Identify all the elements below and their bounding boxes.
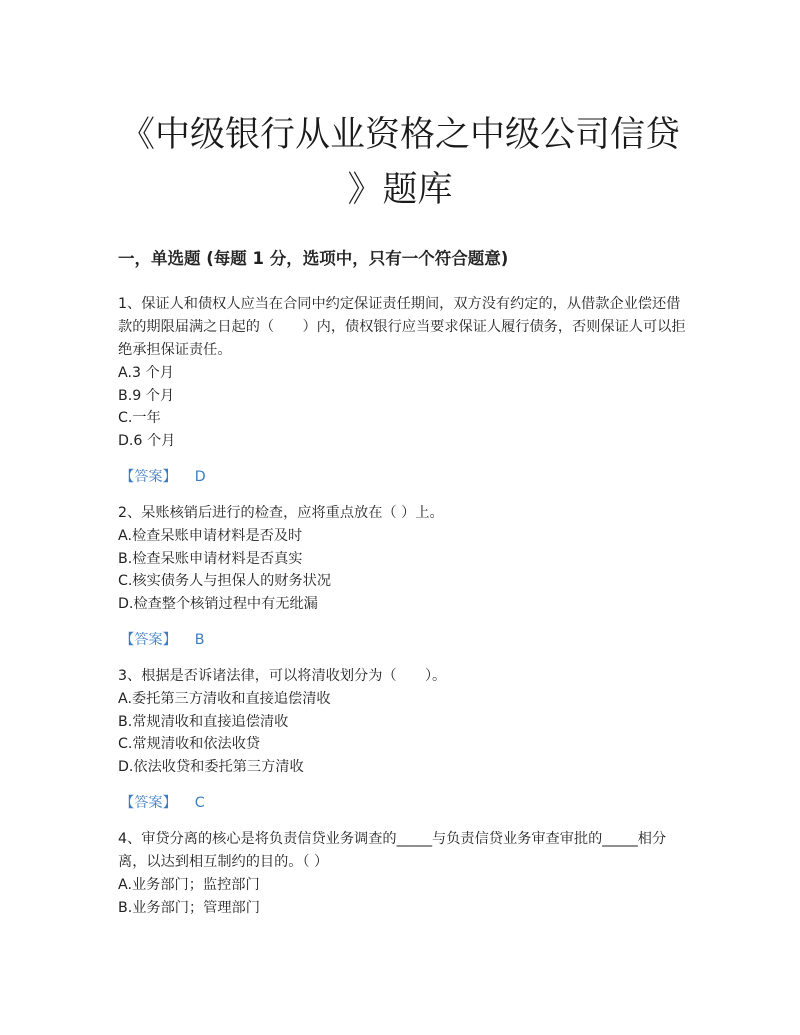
option-a: A.委托第三方清收和直接追偿清收: [118, 691, 331, 707]
question-text: 3、根据是否诉诸法律，可以将清收划分为（ ）。: [118, 668, 447, 684]
document-title: [100, 108, 700, 218]
title-line-2: 》题库: [347, 170, 453, 210]
question-item: [118, 665, 688, 814]
option-a: A.业务部门；监控部门: [118, 877, 260, 893]
option-a: A.3 个月: [118, 365, 174, 381]
answer-value: C: [194, 795, 205, 811]
option-a: A.检查呆账申请材料是否及时: [118, 528, 303, 544]
answer-value: B: [194, 632, 205, 648]
question-text: 1、保证人和债权人应当在合同中约定保证责任期间，双方没有约定的，从借款企业偿还借款的期限届满之日起的（ ）内，债权银行应当要求保证人履行债务，否则保证人可以拒绝承担保证责任。: [118, 296, 686, 358]
answer-line: [118, 466, 688, 488]
option-d: D.检查整个核销过程中有无纰漏: [118, 595, 318, 612]
answer-line: [118, 792, 688, 814]
question-text: 4、审贷分离的核心是将负责信贷业务调查的_____与负责信贷业务审查审批的_____相分离，以达到相互制约的目的。（ ）: [118, 831, 667, 870]
option-c: C.一年: [118, 410, 161, 426]
question-item: [118, 502, 688, 651]
answer-line: [118, 629, 688, 651]
title-line-1: 《中级银行从业资格之中级公司信贷: [119, 115, 680, 155]
option-d: D.6 个月: [118, 432, 176, 449]
answer-value: D: [194, 469, 206, 485]
question-item: [118, 293, 688, 488]
option-d: D.依法收贷和委托第三方清收: [118, 758, 304, 775]
option-b: B.常规清收和直接追偿清收: [118, 713, 289, 730]
answer-label: 【答案】: [120, 469, 177, 485]
answer-label: 【答案】: [120, 632, 177, 648]
option-c: C.常规清收和依法收贷: [118, 736, 261, 752]
answer-label: 【答案】: [120, 795, 177, 811]
option-b: B.9 个月: [118, 387, 175, 404]
question-text: 2、呆账核销后进行的检查，应将重点放在（ ）上。: [118, 505, 444, 521]
option-b: B.业务部门；管理部门: [118, 899, 260, 916]
question-item: [118, 828, 688, 919]
option-b: B.检查呆账申请材料是否真实: [118, 550, 303, 567]
section-heading: 一，单选题 (每题 1 分，选项中，只有一个符合题意): [118, 249, 509, 268]
option-c: C.核实债务人与担保人的财务状况: [118, 573, 332, 589]
question-list: [118, 293, 688, 919]
